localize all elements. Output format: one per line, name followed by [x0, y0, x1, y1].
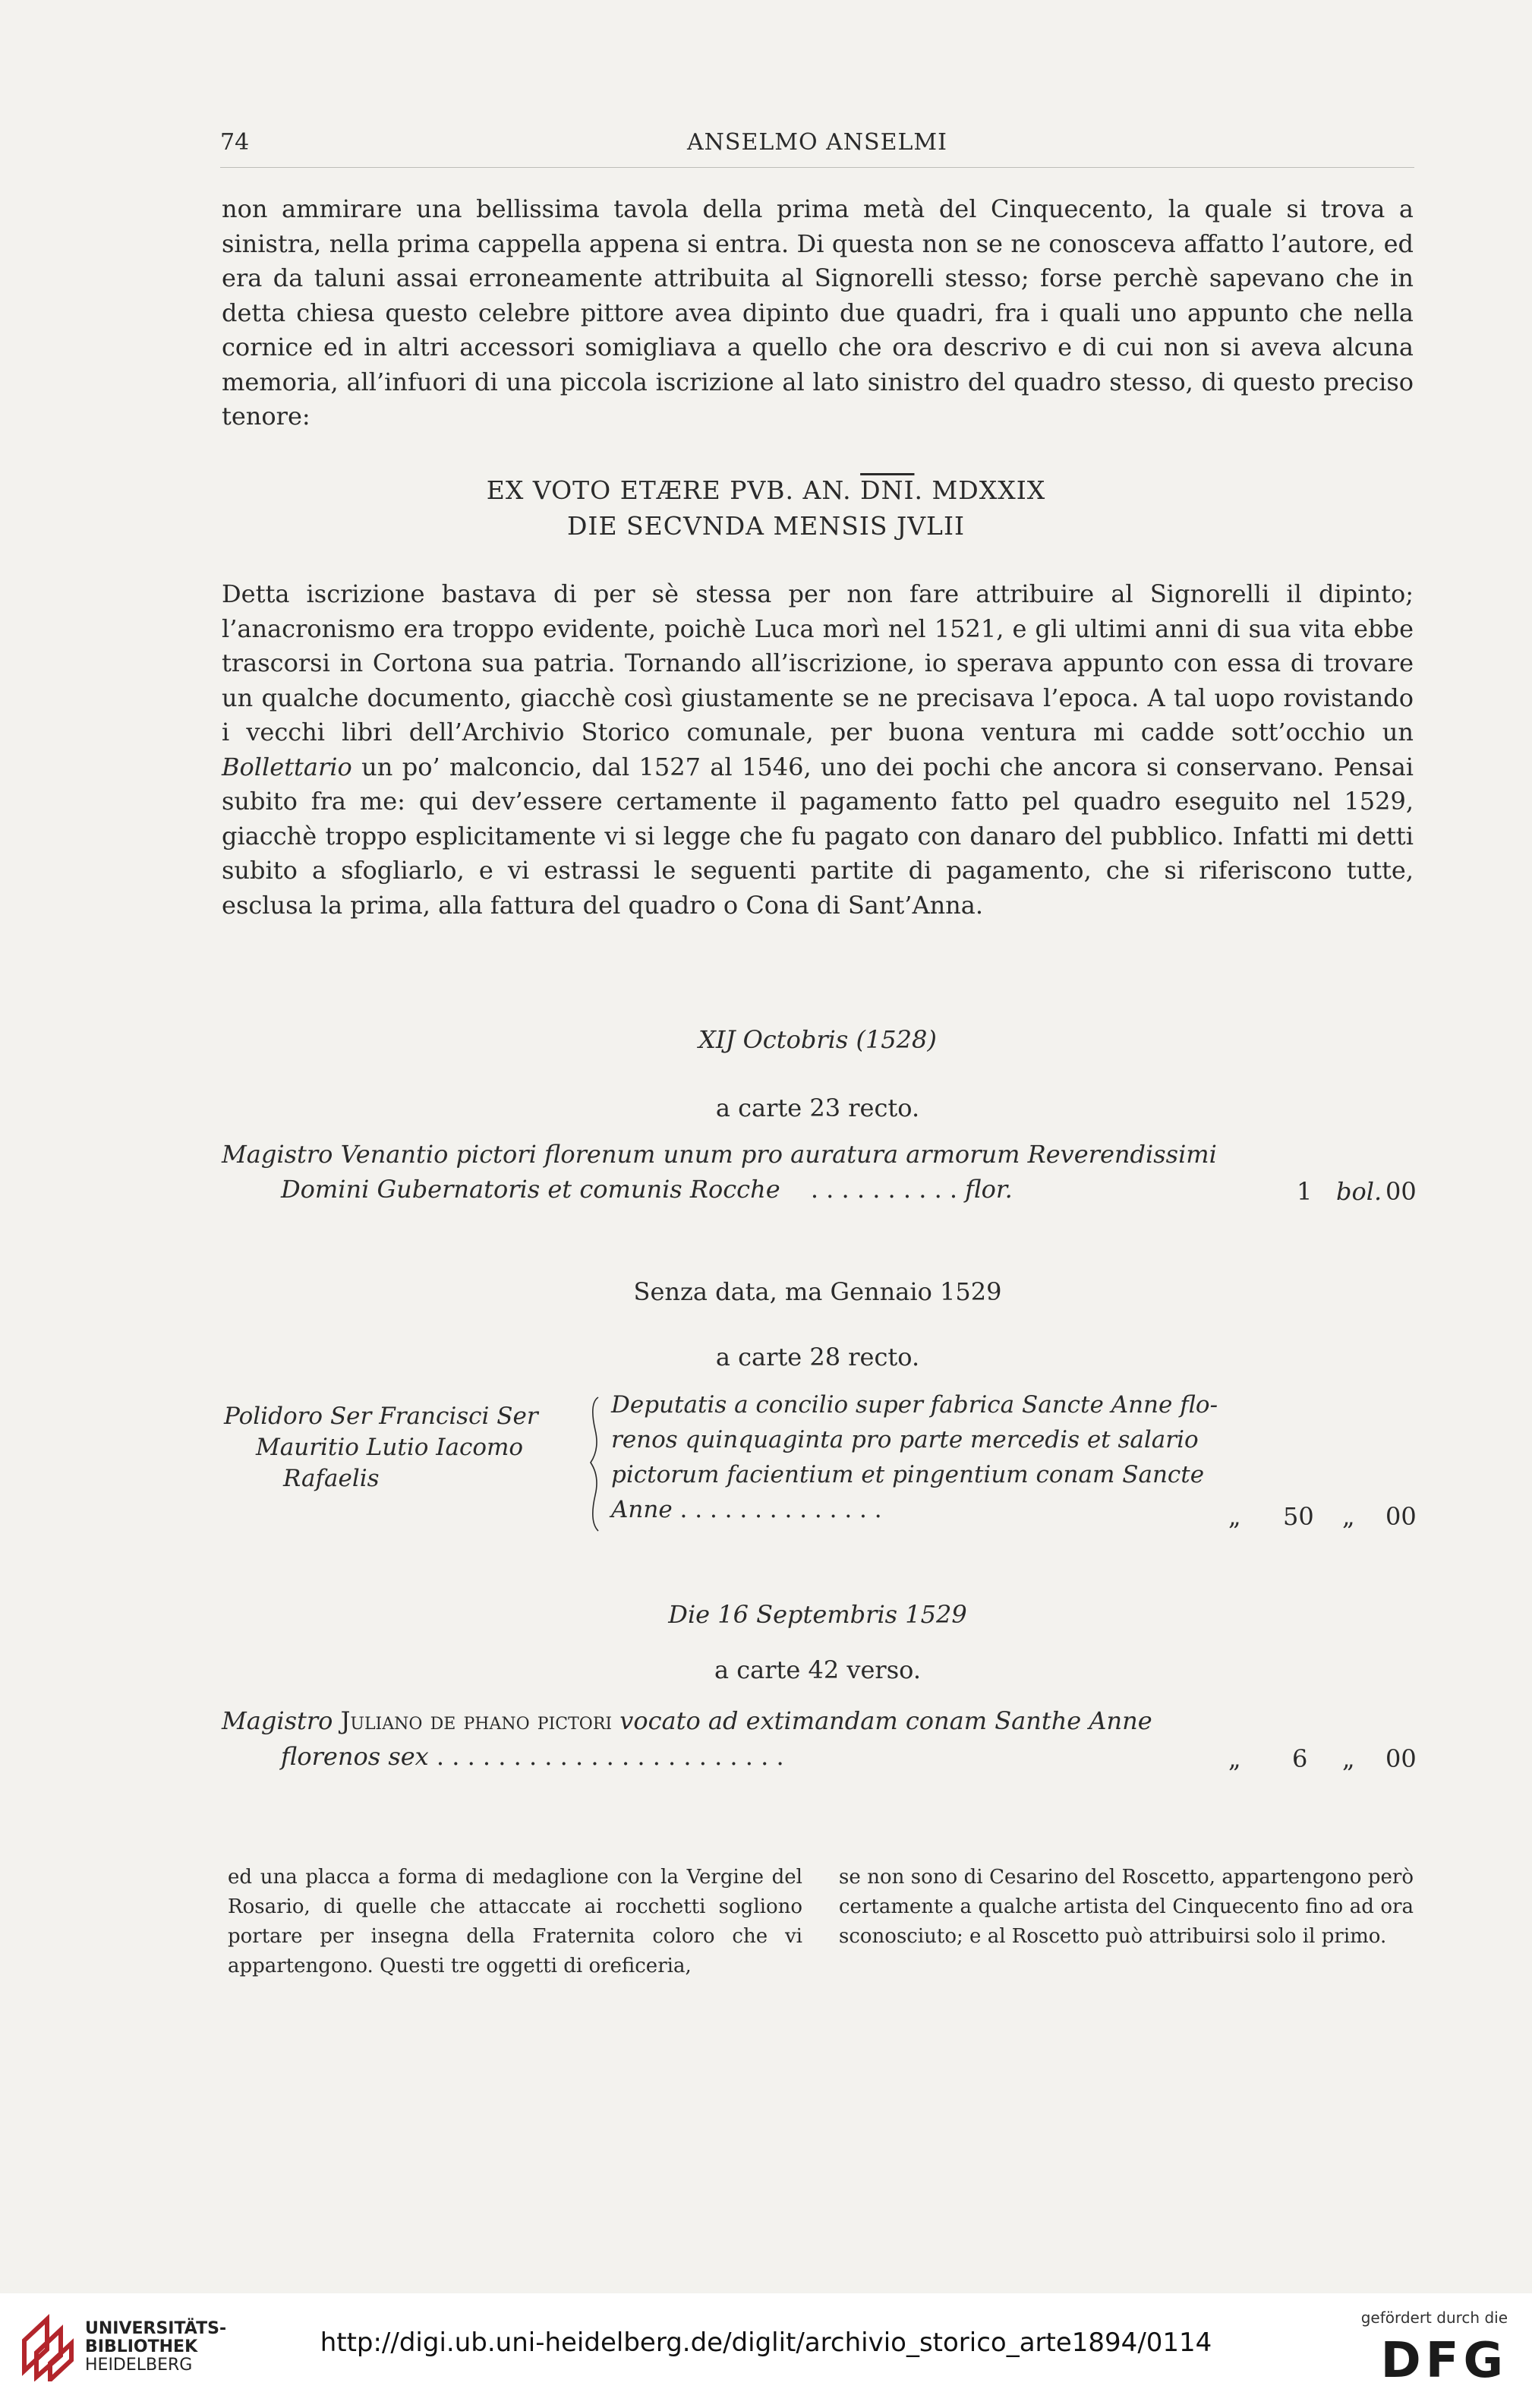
section-2-ditto-2: „ — [1342, 1502, 1355, 1531]
section-2-description: Deputatis a concilio super fabrica Sancte Anne flo- renos quinquaginta pro parte mercedis et salario pictorum facientium et pingentium conam Sancte Anne . . . . . . . . . . . . . . — [611, 1391, 1218, 1523]
paragraph-1: non ammirare una bellissima tavola della prima metà del Cinquecento, la quale si trova a sinistra, nella prima cappella appena si entra. Di questa non se ne conosceva affatto l’autore, ed era da taluni assai erroneamente attribuita al Signorelli stesso; forse perchè sapevano che in detta chiesa questo celebre pittore avea dipinto due quadri, fra i quali uno appunto che nella cornice ed in altri accessori somigliava a quello che ora descrivo e di cui non si aveva alcuna memoria, all’infuori di una piccola iscrizione al lato sinistro del quadro stesso, di questo preciso tenore: — [222, 194, 1414, 431]
inscription — [0, 472, 1532, 544]
paragraph-2: Detta iscrizione bastava di per sè stessa per non fare attribuire al Signorelli il dipinto; l’anacronismo era troppo evidente, poichè Luca morì nel 1521, e gli ultimi anni di sua vita ebbe trascorsi in Cortona sua patria. Tornando all’iscrizione, io sperava appunto con essa di trovare un qualche documento, giacchè così giustamente se ne precisava l’epoca. A tal uopo rovistando i vecchi libri dell’Archivio Storico comunale, per buona ventura mi cadde sott’occhio un Bollettario un po’ malconcio, dal 1527 al 1546, uno dei pochi che ancora si conservano. Pensai subito fra me: qui dev’essere certamente il pagamento fatto pel quadro eseguito nel 1529, giacchè troppo esplicitamente vi si legge che fu pagato con danaro del pubblico. Infatti mi detti subito a sfogliarlo, e vi estrassi le seguenti partite di pagamento, che si riferiscono tutte, esclusa la prima, alla fattura del quadro o Cona di Sant’Anna. — [222, 579, 1414, 920]
section-1-date: XIJ Octobris (1528) — [698, 1025, 937, 1054]
section-1-amount-bol: 00 — [1385, 1177, 1417, 1206]
italic-bollettario: Bollettario — [222, 752, 352, 781]
page-header — [220, 129, 1414, 166]
running-title: ANSELMO ANSELMI — [687, 129, 947, 156]
section-3-date: Die 16 Septembris 1529 — [668, 1600, 967, 1629]
library-name: UNIVERSITÄTS- BIBLIOTHEK HEIDELBERG — [85, 2319, 227, 2375]
funded-by-label: gefördert durch die — [1360, 2309, 1508, 2327]
page-number: 74 — [220, 129, 250, 156]
section-3-line-1: Magistro Juliano de phano pictori vocato ad extimandam conam Santhe Anne — [222, 1706, 1152, 1735]
section-1-unit-bol: bol. — [1336, 1177, 1382, 1206]
section-2-ref: a carte 28 recto. — [715, 1343, 920, 1371]
abbreviation-dni: $\overline{DNI}$ — [860, 475, 915, 505]
inscription-line-1: EX VOTO ETÆRE PVB. AN. $\overline{DNI}$. MDXXIX — [486, 475, 1046, 505]
section-1-line-1: Magistro Venantio pictori florenum unum pro auratura armorum Reverendissimi — [222, 1140, 1217, 1169]
section-1-ref: a carte 23 recto. — [715, 1094, 920, 1122]
brace — [586, 1396, 603, 1532]
section-2-amount-florins: 50 — [1283, 1502, 1314, 1531]
section-2-date: Senza data, ma Gennaio 1529 — [633, 1277, 1002, 1306]
section-3-ditto-1: „ — [1228, 1744, 1241, 1773]
section-2-amount-bol: 00 — [1385, 1502, 1417, 1531]
section-3-line-2: florenos sex . . . . . . . . . . . . . . . . . . . . . . . — [281, 1742, 784, 1771]
section-3-ref: a carte 42 verso. — [714, 1655, 921, 1684]
section-1-line-2: Domini Gubernatoris et comunis Rocche . . . . . . . . . . flor. — [281, 1175, 1013, 1204]
footnote-right: se non sono di Cesarino del Roscetto, appartengono però certamente a qualche artista del Cinquecento fino ad ora sconosciuto; e al Roscetto può attribuirsi solo il primo. — [839, 1866, 1414, 1948]
section-3-amount-florins: 6 — [1292, 1744, 1308, 1773]
inscription-line-2: DIE SECVNDA MENSIS JVLII — [566, 511, 966, 541]
section-2-names: Polidoro Ser Francisci Ser Mauritio Lutio Iacomo Rafaelis — [224, 1403, 538, 1492]
dfg-logo: DFG — [1380, 2333, 1508, 2389]
section-1-amount-florins: 1 — [1297, 1177, 1313, 1206]
header-rule — [220, 167, 1414, 168]
permalink-url[interactable]: http://digi.ub.uni-heidelberg.de/diglit/archivio_storico_arte1894/0114 — [320, 2328, 1212, 2358]
section-2-ditto-1: „ — [1228, 1502, 1241, 1531]
footnote-left: ed una placca a forma di medaglione con la Vergine del Rosario, di quelle che attaccate ai rocchetti sogliono portare per insegna della Fraternita coloro che vi appartengono. Questi tre oggetti di oreficeria, — [228, 1866, 802, 1977]
section-3-amount-bol: 00 — [1385, 1744, 1417, 1773]
section-3-ditto-2: „ — [1342, 1744, 1355, 1773]
